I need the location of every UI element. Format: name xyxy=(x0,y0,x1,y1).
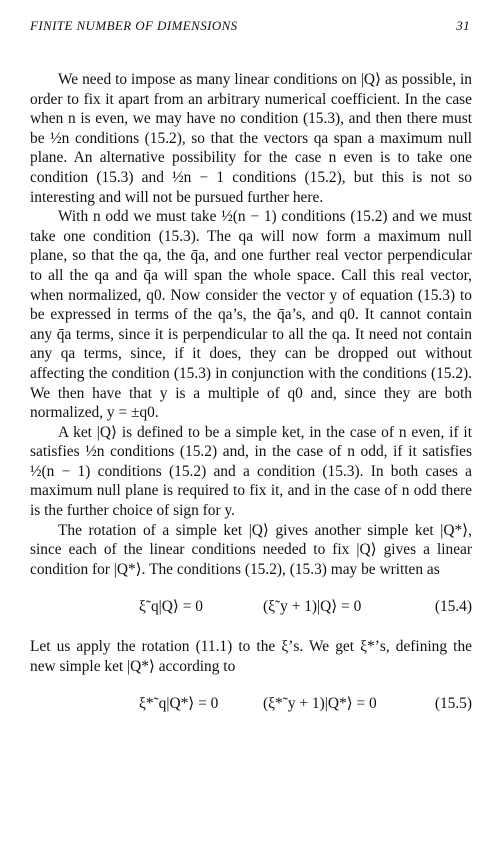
equation-lhs: ξ*˜q|Q*⟩ = 0 xyxy=(139,695,219,713)
equation-lhs: ξ˜q|Q⟩ = 0 xyxy=(139,598,203,616)
page-number: 31 xyxy=(456,18,470,33)
equation-number: (15.4) xyxy=(434,598,472,616)
equation-15-4 xyxy=(30,597,472,617)
running-title: FINITE NUMBER OF DIMENSIONS xyxy=(30,18,238,33)
running-header xyxy=(30,18,470,34)
equation-rhs: (ξ*˜y + 1)|Q*⟩ = 0 xyxy=(263,695,377,713)
paragraph-1: We need to impose as many linear conditions on |Q⟩ as possible, in order to fix it apart from an arbitrary numerical coefficient. In the case when n is even, we may have no condition (15.3), and then there must be ½n conditions (15.2), so that the vectors qa span a maximum null plane. An alternative possibility for the case n even is to take one condition (15.3) and ½n − 1 conditions (15.2), but this is not so interesting and will not be pursued further here. xyxy=(30,71,472,206)
equation-15-5 xyxy=(30,694,472,714)
equation-number: (15.5) xyxy=(434,695,472,713)
equation-rhs: (ξ˜y + 1)|Q⟩ = 0 xyxy=(263,598,362,616)
paragraph-3: A ket |Q⟩ is defined to be a simple ket, in the case of n even, if it satisfies ½n conditions (15.2) and, in the case of n odd, if it satisfies ½(n − 1) conditions (15.2) and a condition (15.3). In both cases a maximum null plane is required to fix it, and in the case of n odd there is the further choice of sign for y. xyxy=(30,423,472,520)
paragraph-2: With n odd we must take ½(n − 1) conditions (15.2) and we must take one condition (15.3). The qa will now form a maximum null plane, so that the qa, the q̄a, and one further real vector perpendicular to all the qa and q̄a will span the whole space. Call this real vector, when normalized, q0. Now consider the vector y of equation (15.3) to be expressed in terms of the qa’s, the q̄a’s, and q0. It cannot contain any q̄a terms, since it is perpendicular to all the qa. It need not contain any qa terms, since, if it does, they can be dropped out without affecting the condition (15.3) in conjunction with the conditions (15.2). We then have that y is a multiple of q0 and, since they are both normalized, y = ±q0. xyxy=(30,208,472,422)
paragraph-4: The rotation of a simple ket |Q⟩ gives another simple ket |Q*⟩, since each of the linear conditions needed to fix |Q⟩ gives a linear condition for |Q*⟩. The conditions (15.2), (15.3) may be written as xyxy=(30,521,472,578)
text-body xyxy=(30,70,472,734)
paragraph-5: Let us apply the rotation (11.1) to the ξ’s. We get ξ*’s, defining the new simple ket |Q*⟩ according to xyxy=(30,638,472,675)
